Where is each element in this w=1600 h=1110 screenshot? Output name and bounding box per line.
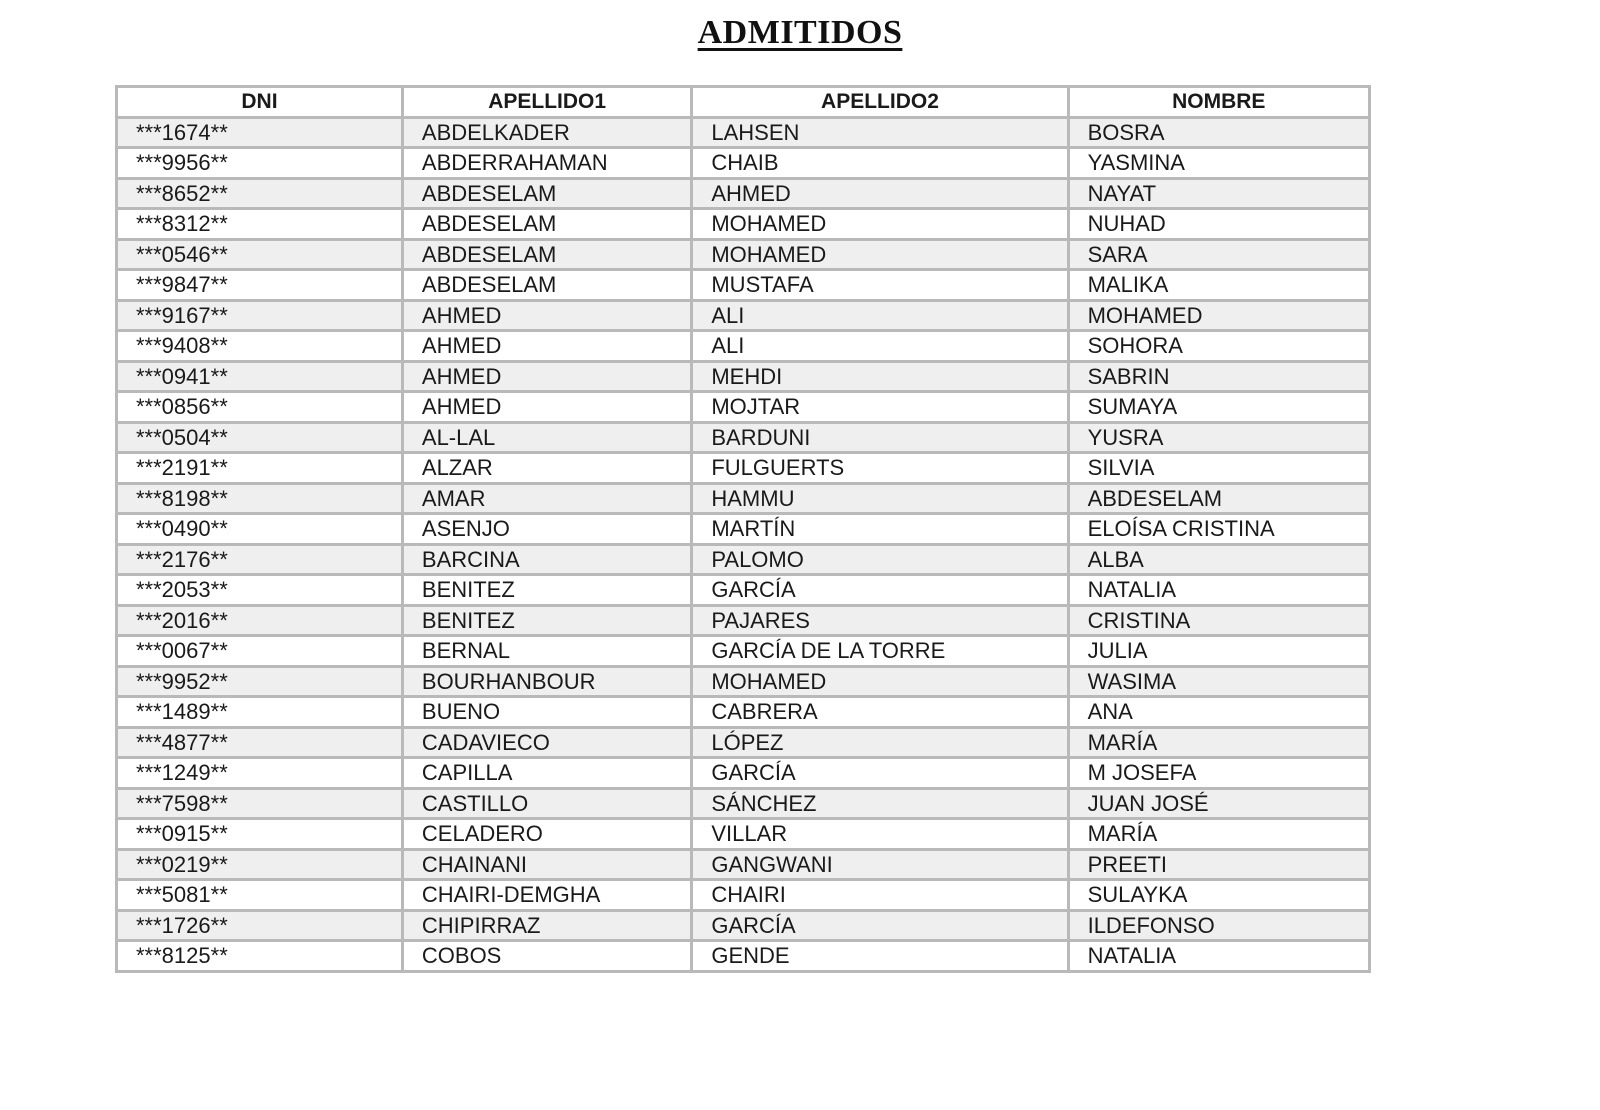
table-row [117,910,1370,941]
cell-dni: ***1726** [117,910,403,941]
admitted-list-table [115,85,1371,973]
cell-apellido1: CADAVIECO [402,727,691,758]
cell-apellido1: CHIPIRRAZ [402,910,691,941]
cell-nombre: CRISTINA [1068,605,1369,636]
cell-nombre: SULAYKA [1068,880,1369,911]
table-row [117,758,1370,789]
cell-apellido2: PAJARES [692,605,1068,636]
cell-nombre: YASMINA [1068,148,1369,179]
cell-apellido1: ABDESELAM [402,239,691,270]
table-row [117,117,1370,148]
column-header-dni: DNI [117,87,403,118]
table-row [117,453,1370,484]
cell-nombre: ILDEFONSO [1068,910,1369,941]
cell-nombre: SILVIA [1068,453,1369,484]
table-row [117,392,1370,423]
table-row [117,575,1370,606]
cell-apellido2: MUSTAFA [692,270,1068,301]
cell-apellido1: AHMED [402,361,691,392]
table-row [117,788,1370,819]
cell-dni: ***0219** [117,849,403,880]
cell-dni: ***1249** [117,758,403,789]
table-row [117,849,1370,880]
cell-apellido2: GARCÍA [692,758,1068,789]
cell-apellido2: ALI [692,300,1068,331]
table-row [117,209,1370,240]
cell-dni: ***0941** [117,361,403,392]
cell-nombre: SUMAYA [1068,392,1369,423]
cell-apellido1: ASENJO [402,514,691,545]
table-row [117,880,1370,911]
cell-nombre: NATALIA [1068,941,1369,972]
table-row [117,941,1370,972]
cell-nombre: PREETI [1068,849,1369,880]
cell-nombre: MOHAMED [1068,300,1369,331]
cell-apellido1: ALZAR [402,453,691,484]
cell-apellido1: BUENO [402,697,691,728]
cell-dni: ***0067** [117,636,403,667]
cell-apellido2: GENDE [692,941,1068,972]
cell-apellido2: CHAIRI [692,880,1068,911]
cell-dni: ***1674** [117,117,403,148]
cell-dni: ***0915** [117,819,403,850]
cell-apellido1: AHMED [402,392,691,423]
cell-nombre: SOHORA [1068,331,1369,362]
cell-apellido2: MOHAMED [692,666,1068,697]
cell-apellido2: MOHAMED [692,239,1068,270]
cell-apellido1: ABDESELAM [402,209,691,240]
cell-nombre: NAYAT [1068,178,1369,209]
cell-apellido2: FULGUERTS [692,453,1068,484]
cell-nombre: ABDESELAM [1068,483,1369,514]
cell-apellido2: HAMMU [692,483,1068,514]
cell-apellido2: GARCÍA DE LA TORRE [692,636,1068,667]
cell-dni: ***8312** [117,209,403,240]
cell-dni: ***8125** [117,941,403,972]
cell-nombre: NUHAD [1068,209,1369,240]
table-row [117,819,1370,850]
table-row [117,300,1370,331]
table-row [117,270,1370,301]
cell-apellido1: CASTILLO [402,788,691,819]
table-row [117,148,1370,179]
cell-nombre: MALIKA [1068,270,1369,301]
cell-apellido2: GARCÍA [692,910,1068,941]
table-body [117,117,1370,971]
cell-apellido2: GANGWANI [692,849,1068,880]
cell-dni: ***9167** [117,300,403,331]
table-row [117,727,1370,758]
cell-dni: ***9847** [117,270,403,301]
cell-apellido1: AMAR [402,483,691,514]
cell-apellido1: CHAINANI [402,849,691,880]
cell-nombre: YUSRA [1068,422,1369,453]
cell-apellido2: PALOMO [692,544,1068,575]
cell-apellido2: LÓPEZ [692,727,1068,758]
table-row [117,361,1370,392]
cell-dni: ***0546** [117,239,403,270]
table-row [117,483,1370,514]
column-header-nombre: NOMBRE [1068,87,1369,118]
cell-apellido2: BARDUNI [692,422,1068,453]
cell-apellido2: MEHDI [692,361,1068,392]
cell-nombre: BOSRA [1068,117,1369,148]
cell-apellido2: MOHAMED [692,209,1068,240]
cell-apellido2: MOJTAR [692,392,1068,423]
table-row [117,697,1370,728]
cell-apellido2: LAHSEN [692,117,1068,148]
cell-apellido1: AHMED [402,331,691,362]
cell-nombre: ELOÍSA CRISTINA [1068,514,1369,545]
cell-nombre: SABRIN [1068,361,1369,392]
cell-apellido1: BARCINA [402,544,691,575]
cell-dni: ***1489** [117,697,403,728]
cell-dni: ***0504** [117,422,403,453]
cell-dni: ***8198** [117,483,403,514]
cell-apellido2: MARTÍN [692,514,1068,545]
document-title [0,14,1600,52]
cell-dni: ***4877** [117,727,403,758]
document-title-text: ADMITIDOS [697,14,903,51]
cell-apellido1: BENITEZ [402,575,691,606]
cell-dni: ***0856** [117,392,403,423]
cell-apellido1: ABDERRAHAMAN [402,148,691,179]
table-row [117,514,1370,545]
cell-dni: ***0490** [117,514,403,545]
cell-dni: ***8652** [117,178,403,209]
table-row [117,422,1370,453]
cell-apellido1: ABDESELAM [402,178,691,209]
table-row [117,331,1370,362]
cell-apellido1: CAPILLA [402,758,691,789]
table-row [117,636,1370,667]
cell-nombre: MARÍA [1068,727,1369,758]
cell-dni: ***9952** [117,666,403,697]
cell-apellido1: COBOS [402,941,691,972]
cell-apellido1: AL-LAL [402,422,691,453]
cell-apellido2: GARCÍA [692,575,1068,606]
cell-dni: ***5081** [117,880,403,911]
table-row [117,666,1370,697]
cell-apellido1: AHMED [402,300,691,331]
cell-nombre: JULIA [1068,636,1369,667]
cell-apellido2: SÁNCHEZ [692,788,1068,819]
table-header-row [117,87,1370,118]
cell-nombre: SARA [1068,239,1369,270]
cell-nombre: M JOSEFA [1068,758,1369,789]
cell-apellido2: AHMED [692,178,1068,209]
column-header-apellido1: APELLIDO1 [402,87,691,118]
cell-nombre: MARÍA [1068,819,1369,850]
cell-nombre: JUAN JOSÉ [1068,788,1369,819]
cell-apellido1: BERNAL [402,636,691,667]
cell-apellido2: VILLAR [692,819,1068,850]
cell-nombre: ALBA [1068,544,1369,575]
cell-nombre: ANA [1068,697,1369,728]
cell-dni: ***2016** [117,605,403,636]
cell-dni: ***2053** [117,575,403,606]
cell-dni: ***2191** [117,453,403,484]
cell-dni: ***7598** [117,788,403,819]
cell-apellido2: CABRERA [692,697,1068,728]
cell-nombre: WASIMA [1068,666,1369,697]
cell-dni: ***9956** [117,148,403,179]
cell-apellido1: BOURHANBOUR [402,666,691,697]
cell-apellido1: ABDELKADER [402,117,691,148]
cell-apellido1: CELADERO [402,819,691,850]
cell-apellido1: BENITEZ [402,605,691,636]
cell-dni: ***9408** [117,331,403,362]
table-row [117,178,1370,209]
table-row [117,605,1370,636]
table-row [117,544,1370,575]
cell-nombre: NATALIA [1068,575,1369,606]
cell-apellido2: ALI [692,331,1068,362]
cell-apellido1: CHAIRI-DEMGHA [402,880,691,911]
column-header-apellido2: APELLIDO2 [692,87,1068,118]
cell-dni: ***2176** [117,544,403,575]
cell-apellido1: ABDESELAM [402,270,691,301]
table-row [117,239,1370,270]
cell-apellido2: CHAIB [692,148,1068,179]
